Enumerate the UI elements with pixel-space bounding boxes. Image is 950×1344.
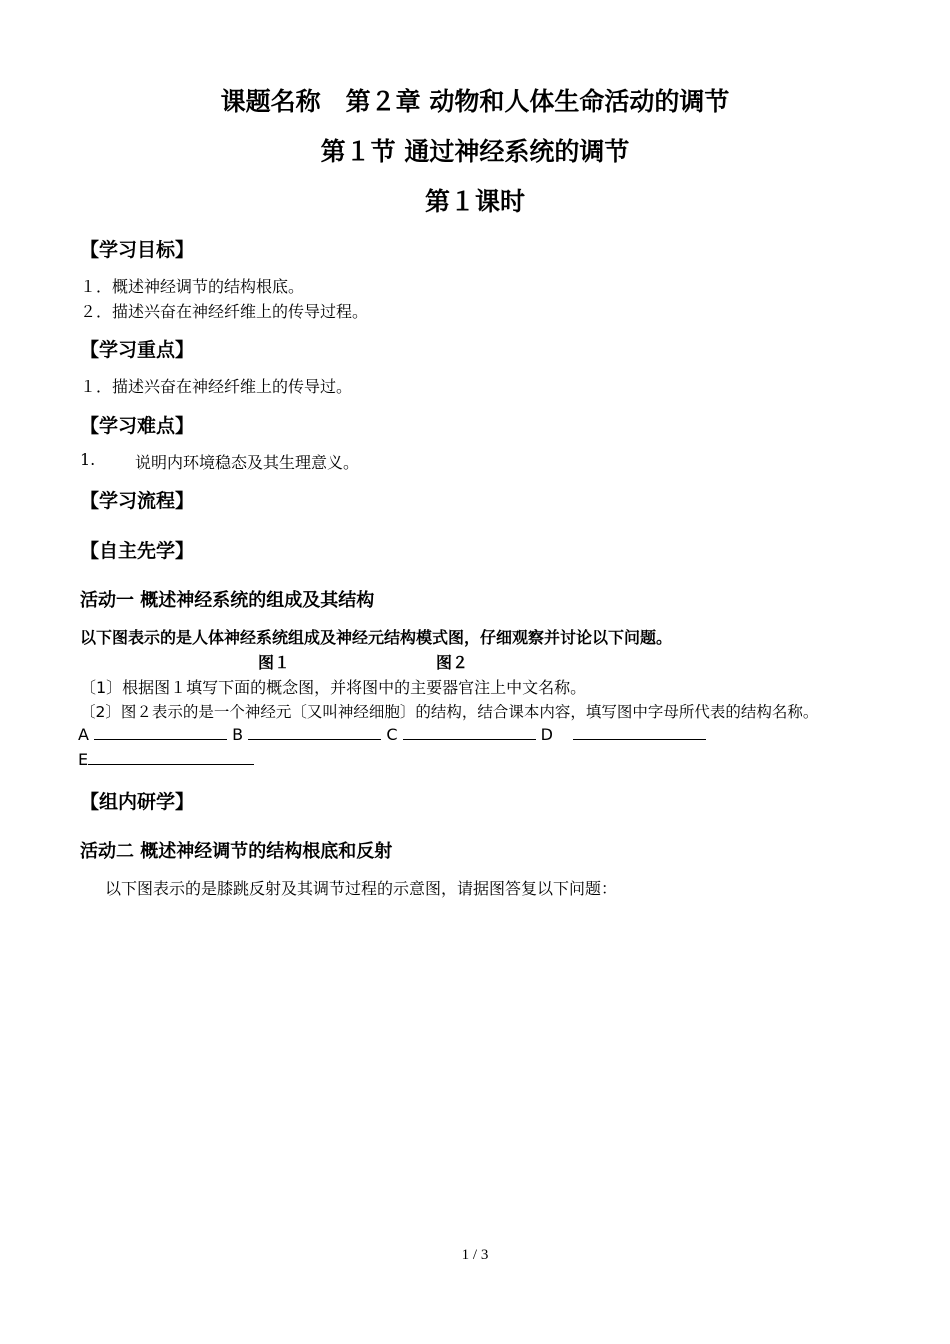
blank-label-b: B (232, 725, 244, 744)
flow-heading: 【学习流程】 (80, 490, 195, 512)
blank-d[interactable] (573, 725, 706, 740)
group-study-heading: 【组内研学】 (80, 791, 195, 813)
blank-a[interactable] (94, 725, 227, 740)
answer-blanks-row-1 (78, 725, 706, 744)
activity-one-intro: 以下图表示的是人体神经系统组成及神经元结构模式图，仔细观察并讨论以下问题。 (80, 628, 673, 647)
blank-label-e: E (78, 750, 89, 769)
blank-c[interactable] (403, 725, 536, 740)
activity-two-intro: 以下图表示的是膝跳反射及其调节过程的示意图，请据图答复以下问题： (105, 879, 618, 898)
title-line-2: 第１节 通过神经系统的调节 (320, 137, 630, 166)
title-line-3: 第１课时 (424, 187, 525, 216)
objective-item-1: １．概述神经调节的结构根底。 (80, 277, 305, 296)
page-number: 1 / 3 (461, 1247, 489, 1263)
difficulty-number: 1. (80, 450, 96, 469)
blank-e[interactable] (88, 750, 254, 765)
question-2: 〔2〕图２表示的是一个神经元〔又叫神经细胞〕的结构，结合课本内容，填写图中字母所代表的结构名称。 (80, 703, 819, 721)
title-line-1: 课题名称 第２章 动物和人体生命活动的调节 (220, 87, 730, 116)
key-point-item-1: １．描述兴奋在神经纤维上的传导过。 (80, 377, 353, 396)
objectives-heading: 【学习目标】 (80, 239, 195, 261)
blank-label-c: C (386, 725, 398, 744)
answer-blanks-row-2 (78, 750, 254, 769)
difficulties-heading: 【学习难点】 (80, 415, 195, 437)
key-points-heading: 【学习重点】 (80, 339, 195, 361)
blank-label-d: D (540, 725, 553, 744)
blank-b[interactable] (248, 725, 381, 740)
figure-2-label: 图２ (436, 653, 469, 672)
objective-item-2: ２．描述兴奋在神经纤维上的传导过程。 (80, 302, 369, 321)
question-1: 〔1〕根据图１填写下面的概念图，并将图中的主要器官注上中文名称。 (80, 678, 587, 697)
figure-1-label: 图１ (258, 653, 291, 672)
self-study-heading: 【自主先学】 (80, 540, 195, 562)
difficulty-item-1: 说明内环境稳态及其生理意义。 (135, 453, 360, 472)
activity-two-title: 活动二 概述神经调节的结构根底和反射 (80, 841, 393, 862)
blank-label-a: A (78, 725, 89, 744)
activity-one-title: 活动一 概述神经系统的组成及其结构 (80, 590, 375, 611)
